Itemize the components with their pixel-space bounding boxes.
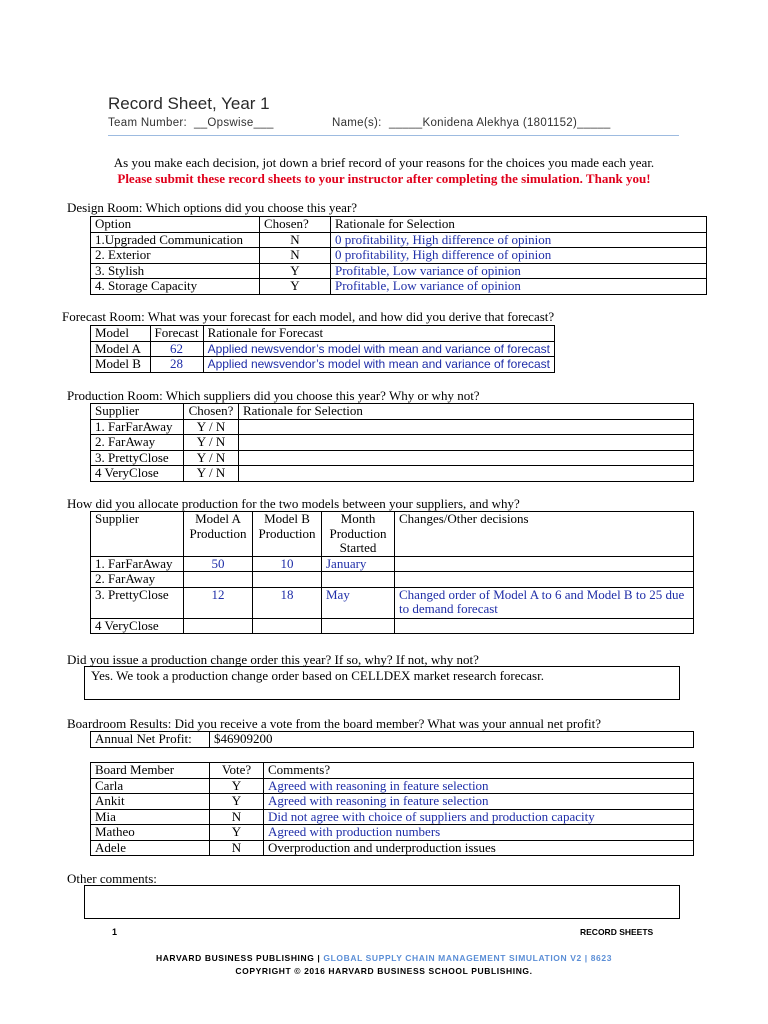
production-table xyxy=(90,403,694,482)
model-a-cell: 50 xyxy=(184,556,253,572)
design-table xyxy=(90,216,707,295)
rationale-cell: 0 profitability, High difference of opinion xyxy=(331,248,707,264)
changes-cell xyxy=(395,556,694,572)
supplier-cell: 3. PrettyClose xyxy=(91,587,184,618)
table-row xyxy=(91,794,694,810)
allocation-table xyxy=(90,511,694,634)
table-header-row xyxy=(91,326,555,342)
table-row xyxy=(91,450,694,466)
table-header-cell: Rationale for Selection xyxy=(239,404,694,420)
changes-cell xyxy=(395,618,694,634)
table-header-row xyxy=(91,217,707,233)
table-row xyxy=(91,357,555,373)
month-cell xyxy=(322,618,395,634)
chosen-cell: N xyxy=(260,232,331,248)
table-header-cell: Chosen? xyxy=(260,217,331,233)
table-row xyxy=(91,435,694,451)
member-cell: Adele xyxy=(91,840,210,856)
table-row xyxy=(91,840,694,856)
table-header-row xyxy=(91,404,694,420)
table-row xyxy=(91,572,694,588)
model-b-cell: 10 xyxy=(253,556,322,572)
vote-cell: N xyxy=(210,809,264,825)
publisher-name: HARVARD BUSINESS PUBLISHING | xyxy=(155,953,324,963)
vote-cell: Y xyxy=(210,778,264,794)
model-cell: Model A xyxy=(91,341,151,357)
profit-value: $46909200 xyxy=(210,732,694,748)
rationale-cell: Profitable, Low variance of opinion xyxy=(331,263,707,279)
instruction-text: As you make each decision, jot down a brief record of your reasons for the choices you made each year. xyxy=(113,155,655,170)
table-header-cell: Rationale for Selection xyxy=(331,217,707,233)
changes-cell xyxy=(395,572,694,588)
model-a-cell xyxy=(184,572,253,588)
rationale-cell xyxy=(239,450,694,466)
vote-cell: Y xyxy=(210,794,264,810)
footer-section: RECORD SHEETS xyxy=(580,927,654,937)
table-header-cell: Vote? xyxy=(210,763,264,779)
comment-cell: Overproduction and underproduction issues xyxy=(264,840,694,856)
chosen-cell: Y / N xyxy=(184,466,239,482)
table-row xyxy=(91,263,707,279)
page-number: 1 xyxy=(112,927,118,937)
page-title: Record Sheet, Year 1 xyxy=(108,94,270,113)
model-a-cell xyxy=(184,618,253,634)
supplier-cell: 3. PrettyClose xyxy=(91,450,184,466)
rationale-cell xyxy=(239,419,694,435)
forecast-question: Forecast Room: What was your forecast for each model, and how did you derive that forecast? xyxy=(62,309,555,324)
table-header-cell: Option xyxy=(91,217,260,233)
change-order-question: Did you issue a production change order this year? If so, why? If not, why not? xyxy=(67,652,479,667)
chosen-cell: Y xyxy=(260,279,331,295)
model-cell: Model B xyxy=(91,357,151,373)
changes-cell: Changed order of Model A to 6 and Model B to 25 due to demand forecast xyxy=(395,587,694,618)
table-header-cell: Model xyxy=(91,326,151,342)
names-label: Name(s): xyxy=(332,117,382,129)
table-header-cell: Forecast xyxy=(150,326,203,342)
forecast-table xyxy=(90,325,555,373)
rationale-cell: Profitable, Low variance of opinion xyxy=(331,279,707,295)
footer-copyright: COPYRIGHT © 2016 HARVARD BUSINESS SCHOOL PUBLISHING. xyxy=(235,966,533,976)
comment-cell: Agreed with reasoning in feature selection xyxy=(264,794,694,810)
model-a-cell: 12 xyxy=(184,587,253,618)
other-comments-label: Other comments: xyxy=(67,871,157,886)
chosen-cell: Y / N xyxy=(184,435,239,451)
table-header-cell: Board Member xyxy=(91,763,210,779)
table-header-cell: Rationale for Forecast xyxy=(203,326,554,342)
board-question: Boardroom Results: Did you receive a vote from the board member? What was your annual net profit? xyxy=(67,716,602,731)
table-header-cell: Model B Production xyxy=(253,512,322,557)
comment-cell: Did not agree with choice of suppliers and production capacity xyxy=(264,809,694,825)
rationale-cell: 0 profitability, High difference of opinion xyxy=(331,232,707,248)
supplier-cell: 4 VeryClose xyxy=(91,618,184,634)
vote-cell: Y xyxy=(210,825,264,841)
forecast-cell: 62 xyxy=(150,341,203,357)
month-cell: May xyxy=(322,587,395,618)
footer-publisher xyxy=(0,953,768,963)
table-row xyxy=(91,341,555,357)
table-header-cell: Changes/Other decisions xyxy=(395,512,694,557)
supplier-cell: 2. FarAway xyxy=(91,435,184,451)
month-cell: January xyxy=(322,556,395,572)
table-row xyxy=(91,809,694,825)
table-row xyxy=(91,419,694,435)
profit-table xyxy=(90,731,694,748)
member-cell: Carla xyxy=(91,778,210,794)
rationale-cell: Applied newsvendor’s model with mean and variance of forecast xyxy=(203,357,554,373)
change-order-answer: Yes. We took a production change order based on CELLDEX market research forecasr. xyxy=(84,666,680,700)
names-value: _____Konidena Alekhya (1801152)_____ xyxy=(389,117,611,129)
table-header-cell: Month Production Started xyxy=(322,512,395,557)
table-row xyxy=(91,778,694,794)
option-cell: 3. Stylish xyxy=(91,263,260,279)
option-cell: 2. Exterior xyxy=(91,248,260,264)
production-question: Production Room: Which suppliers did you choose this year? Why or why not? xyxy=(67,388,480,403)
table-header-row xyxy=(91,512,694,557)
table-header-cell: Supplier xyxy=(91,512,184,557)
chosen-cell: Y xyxy=(260,263,331,279)
month-cell xyxy=(322,572,395,588)
table-header-row xyxy=(91,763,694,779)
model-b-cell xyxy=(253,572,322,588)
table-row xyxy=(91,466,694,482)
rationale-cell xyxy=(239,466,694,482)
design-question: Design Room: Which options did you choose this year? xyxy=(67,200,358,215)
table-header-cell: Supplier xyxy=(91,404,184,420)
other-comments-box xyxy=(84,885,680,919)
vote-cell: N xyxy=(210,840,264,856)
board-table xyxy=(90,762,694,856)
member-cell: Ankit xyxy=(91,794,210,810)
table-row xyxy=(91,732,694,748)
member-cell: Mia xyxy=(91,809,210,825)
rationale-cell xyxy=(239,435,694,451)
supplier-cell: 4 VeryClose xyxy=(91,466,184,482)
profit-label: Annual Net Profit: xyxy=(91,732,210,748)
supplier-cell: 1. FarFarAway xyxy=(91,419,184,435)
header-divider xyxy=(108,135,679,136)
table-row xyxy=(91,556,694,572)
chosen-cell: Y / N xyxy=(184,450,239,466)
table-row xyxy=(91,279,707,295)
team-number-value: __Opswise___ xyxy=(194,117,274,129)
table-row xyxy=(91,232,707,248)
table-row xyxy=(91,825,694,841)
team-number-label: Team Number: xyxy=(108,117,188,129)
allocation-question: How did you allocate production for the two models between your suppliers, and why? xyxy=(67,496,520,511)
model-b-cell: 18 xyxy=(253,587,322,618)
table-header-cell: Comments? xyxy=(264,763,694,779)
table-row xyxy=(91,248,707,264)
forecast-cell: 28 xyxy=(150,357,203,373)
chosen-cell: Y / N xyxy=(184,419,239,435)
table-row xyxy=(91,618,694,634)
submit-notice: Please submit these record sheets to your instructor after completing the simulation. Thank you! xyxy=(117,171,651,186)
chosen-cell: N xyxy=(260,248,331,264)
table-row xyxy=(91,587,694,618)
option-cell: 1.Upgraded Communication xyxy=(91,232,260,248)
member-cell: Matheo xyxy=(91,825,210,841)
rationale-cell: Applied newsvendor’s model with mean and variance of forecast xyxy=(203,341,554,357)
comment-cell: Agreed with reasoning in feature selection xyxy=(264,778,694,794)
model-b-cell xyxy=(253,618,322,634)
comment-cell: Agreed with production numbers xyxy=(264,825,694,841)
option-cell: 4. Storage Capacity xyxy=(91,279,260,295)
supplier-cell: 1. FarFarAway xyxy=(91,556,184,572)
table-header-cell: Chosen? xyxy=(184,404,239,420)
supplier-cell: 2. FarAway xyxy=(91,572,184,588)
table-header-cell: Model A Production xyxy=(184,512,253,557)
product-name: GLOBAL SUPPLY CHAIN MANAGEMENT SIMULATION V2 | 8623 xyxy=(323,953,613,963)
